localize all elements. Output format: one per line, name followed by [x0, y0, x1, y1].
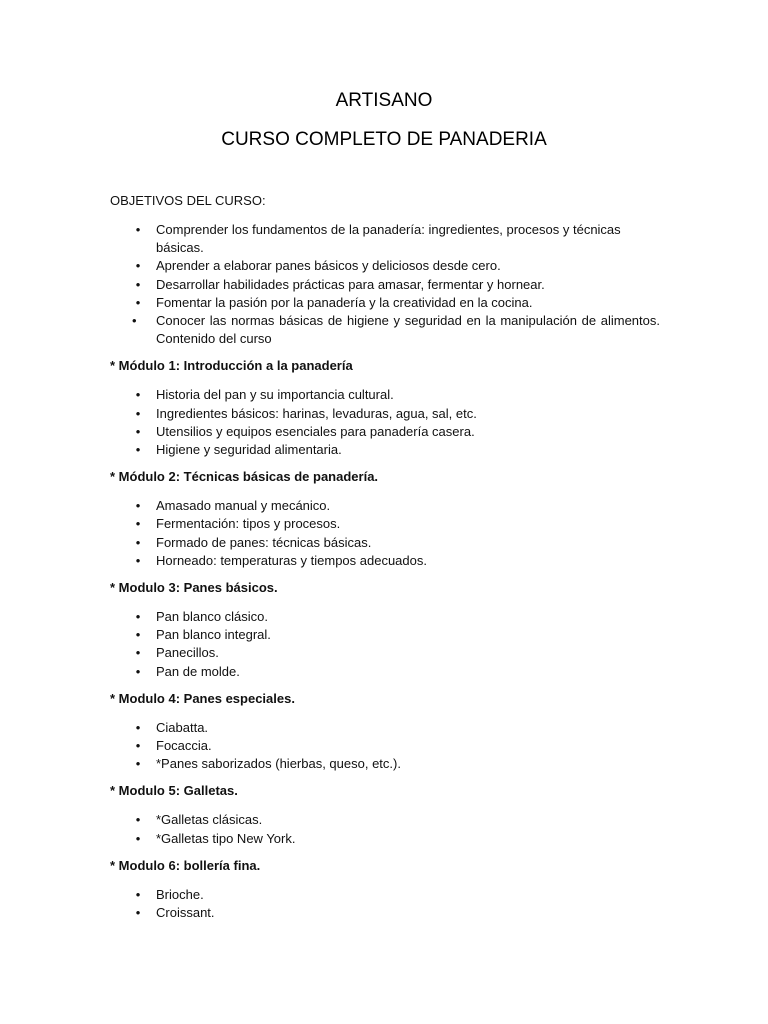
bullet-icon: •: [135, 294, 141, 310]
list-item: [110, 608, 660, 626]
module-list: [110, 811, 660, 847]
list-item-text: Pan blanco integral.: [156, 627, 271, 643]
bullet-icon: •: [135, 516, 141, 532]
list-item-text: Fermentación: tipos y procesos.: [156, 516, 341, 532]
list-item-text: Ciabatta.: [156, 719, 209, 735]
list-item-text: Panecillos.: [156, 645, 219, 661]
bullet-icon: •: [135, 663, 141, 679]
list-item: [110, 386, 660, 404]
bullet-icon: •: [135, 498, 141, 514]
list-item: [110, 257, 660, 275]
list-item: [110, 830, 660, 848]
bullet-icon: •: [135, 886, 141, 902]
module-heading: * Modulo 3: Panes básicos.: [110, 580, 278, 596]
objectives-heading: OBJETIVOS DEL CURSO:: [110, 193, 266, 208]
list-item-text: Croissant.: [156, 905, 215, 921]
module-list: [110, 386, 660, 459]
module-list: [110, 608, 660, 681]
list-item: [110, 644, 660, 662]
list-item: [110, 737, 660, 755]
bullet-icon: •: [135, 756, 141, 772]
list-item: [110, 497, 660, 515]
document-body: [110, 192, 660, 931]
module-heading: * Módulo 2: Técnicas básicas de panadería.: [110, 469, 379, 485]
list-item-text: Historia del pan y su importancia cultural.: [156, 387, 394, 403]
module-list: [110, 497, 660, 570]
bullet-icon: •: [135, 276, 141, 292]
list-item-text: Aprender a elaborar panes básicos y deliciosos desde cero.: [156, 258, 501, 274]
bullet-icon: •: [135, 719, 141, 735]
bullet-icon: •: [132, 313, 137, 329]
document-title: ARTISANO: [335, 90, 433, 111]
bullet-icon: •: [135, 405, 141, 421]
list-item: [110, 405, 660, 423]
bullet-icon: •: [135, 534, 141, 550]
module-heading: * Modulo 5: Galletas.: [110, 783, 238, 799]
bullet-icon: •: [135, 387, 141, 403]
module-heading: * Modulo 6: bollería fina.: [110, 857, 261, 873]
list-item-text: *Panes saborizados (hierbas, queso, etc.).: [156, 756, 401, 772]
list-item: [110, 663, 660, 681]
module-heading: * Modulo 4: Panes especiales.: [110, 690, 295, 706]
list-item-text: Desarrollar habilidades prácticas para amasar, fermentar y hornear.: [156, 276, 545, 292]
bullet-icon: •: [135, 830, 141, 846]
list-item: [110, 312, 660, 348]
bullet-icon: •: [135, 222, 141, 237]
list-item: [110, 276, 660, 294]
document-subtitle: CURSO COMPLETO DE PANADERIA: [221, 129, 547, 150]
list-item-text: *Galletas tipo New York.: [156, 830, 296, 846]
module-list: [110, 886, 660, 922]
bullet-icon: •: [135, 442, 141, 458]
list-item-text: Ingredientes básicos: harinas, levaduras, agua, sal, etc.: [156, 405, 477, 421]
bullet-icon: •: [135, 258, 141, 274]
list-item: [110, 886, 660, 904]
list-item: [110, 221, 660, 257]
list-item: [110, 534, 660, 552]
list-item: [110, 423, 660, 441]
list-item: [110, 626, 660, 644]
bullet-icon: •: [135, 552, 141, 568]
bullet-icon: •: [135, 738, 141, 754]
list-item-text: Horneado: temperaturas y tiempos adecuados.: [156, 552, 427, 568]
objectives-list: [110, 221, 660, 348]
list-item-text: Utensilios y equipos esenciales para panadería casera.: [156, 423, 475, 439]
list-item-text: Pan blanco clásico.: [156, 609, 269, 625]
list-item: [110, 811, 660, 829]
list-item-text: *Galletas clásicas.: [156, 812, 263, 828]
list-item: [110, 719, 660, 737]
list-item-text: Fomentar la pasión por la panadería y la creatividad en la cocina.: [156, 294, 533, 310]
bullet-icon: •: [135, 905, 141, 921]
module-list: [110, 719, 660, 774]
list-item-text: Conocer las normas básicas de higiene y seguridad en la manipulación de alimentos. Contenido del curso: [156, 313, 660, 347]
list-item-text: Focaccia.: [156, 738, 212, 754]
list-item: [110, 441, 660, 459]
list-item: [110, 552, 660, 570]
list-item-text: Higiene y seguridad alimentaria.: [156, 442, 342, 458]
bullet-icon: •: [135, 423, 141, 439]
list-item: [110, 294, 660, 312]
list-item: [110, 755, 660, 773]
bullet-icon: •: [135, 609, 141, 625]
bullet-icon: •: [135, 627, 141, 643]
list-item-text: Comprender los fundamentos de la panadería: ingredientes, procesos y técnicas básicas.: [156, 222, 621, 256]
bullet-icon: •: [135, 812, 141, 828]
module-heading: * Módulo 1: Introducción a la panadería: [110, 358, 353, 374]
list-item-text: Brioche.: [156, 886, 204, 902]
list-item-text: Pan de molde.: [156, 663, 240, 679]
list-item: [110, 515, 660, 533]
list-item-text: Formado de panes: técnicas básicas.: [156, 534, 372, 550]
bullet-icon: •: [135, 645, 141, 661]
list-item-text: Amasado manual y mecánico.: [156, 498, 331, 514]
list-item: [110, 904, 660, 922]
